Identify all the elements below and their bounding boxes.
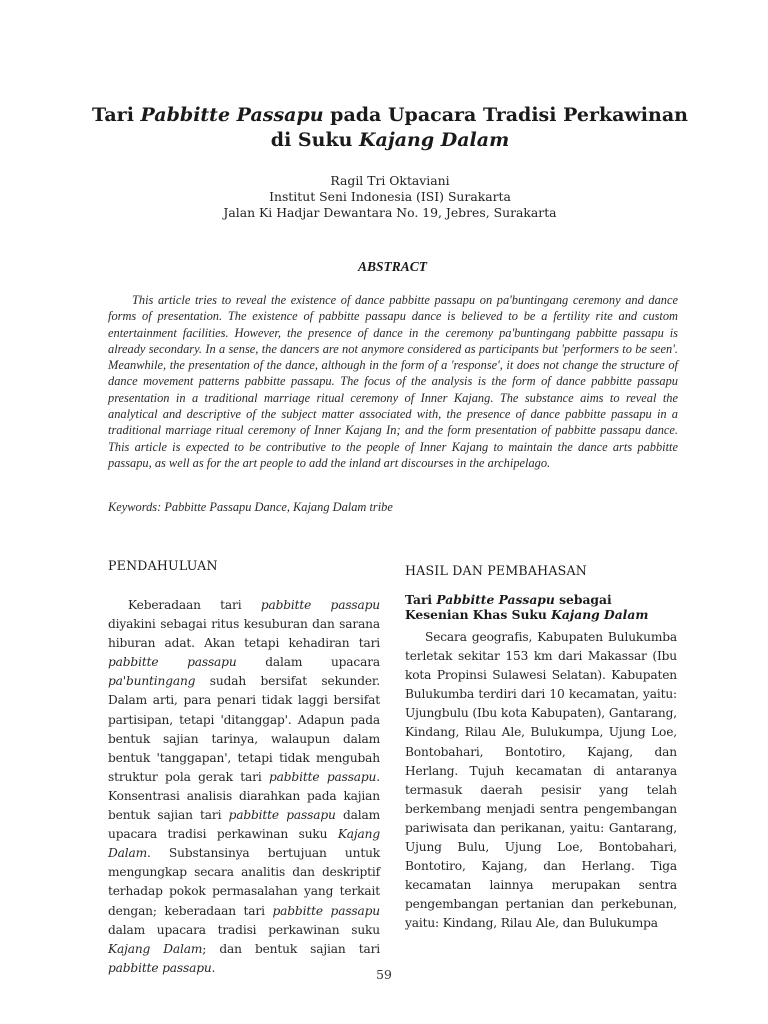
italic-term: Kajang Dalam [108,941,203,956]
author-block [90,173,690,221]
italic-term: pabbitte passapu [108,960,212,975]
italic-term: pabbitte passapu [269,769,377,784]
text-run: dalam upacara tradisi perkawinan suku [108,808,381,842]
text-run: sudah bersifat sekunder. Dalam arti, para penari tidak laggi bersifat partisipan, tetapi 'ditanggap'. Adapun pada bentuk sajian tarinya, walaupun dalam bentuk 'tanggapan', tetapi tidak mengubah struktur pola gerak tari [108,674,380,784]
keywords: Keywords: Pabbitte Passapu Dance, Kajang Dalam tribe [108,500,393,514]
italic-term: pabbitte passapu [272,903,381,918]
text-run: diyakini sebagai ritus kesuburan dan sarana hiburan adat. Akan tetapi kehadiran tari [108,617,380,651]
subsection-heading: Tari Pabbitte Passapu sebagai Kesenian Khas Suku Kajang Dalam [405,592,649,622]
text-run: ; dan bentuk sajian tari [202,941,380,956]
text-run: Keberadaan tari [128,598,261,612]
paper-title [90,103,690,153]
abstract-heading: ABSTRACT [357,259,428,274]
author-name: Ragil Tri Oktaviani [330,173,450,188]
title-line-2: di Suku Kajang Dalam [270,129,510,151]
text-run: . [211,960,216,975]
author-address: Jalan Ki Hadjar Dewantara No. 19, Jebres, Surakarta [223,205,557,220]
section-heading-hasil: HASIL DAN PEMBAHASAN [405,563,587,578]
text-run: dalam upacara [236,655,380,670]
text-run: . Substansinya bertujuan untuk mengungkap secara analitis dan deskriptif terhadap pokok permasalahan yang terkait dengan; keberadaan tari [108,846,380,918]
text-run: . Konsentrasi analisis diarahkan pada kajian bentuk sajian tari [108,769,380,823]
page-number: 59 [376,967,392,982]
italic-term: pa'buntingang [108,674,196,689]
italic-term: pabbitte passapu [260,598,381,612]
italic-term: Kajang Dalam [108,827,380,861]
hasil-paragraph: Secara geografis, Kabupaten Bulukumba terletak sekitar 153 km dari Makassar (Ibu kota Propinsi Sulawesi Selatan). Kabupaten Bulukumba terdiri dari 10 kecamatan, yaitu: Ujungbulu (Ibu kota Kabupaten), Gantarang, Kindang, Rilau Ale, Bulukumpa, Ujung Loe, Bontobahari, Bontotiro, Kajang, dan Herlang. Tujuh kecamatan di antaranya termasuk daerah pesisir yang telah berkembang menjadi sentra pengembangan pariwisata dan perikanan, yaitu: Gantarang, Ujung Bulu, Ujung Loe, Bontobahari, Bontotiro, Kajang, dan Herlang. Tiga kecamatan lainnya merupakan sentra pengembangan pertanian dan perkebunan, yaitu: Kindang, Rilau Ale, dan Bulukumpa [405,630,677,931]
title-line-1: Tari Pabbitte Passapu pada Upacara Tradisi Perkawinan [92,104,688,126]
italic-term: pabbitte passapu [108,655,237,670]
author-institution: Institut Seni Indonesia (ISI) Surakarta [269,189,511,204]
abstract-body: This article tries to reveal the existence of dance pabbitte passapu on pa'buntingang ceremony and dance forms of presentation. The existence of pabbitte passapu dance is believed to be a fertility rite and custom entertainment facilities. However, the presence of dance in the ceremony pa'buntingang pabbitte passapu is already secondary. In a sense, the dancers are not anymore considered as participants but 'performers to be seen'. Meanwhile, the presentation of the dance, although in the form of a 'response', it does not change the structure of dance movement patterns pabbitte passapu. The focus of the analysis is the form of dance pabbitte passapu presentation in a traditional marriage ritual ceremony of Inner Kajang. The substance aims to reveal the analytical and descriptive of the subject matter associated with, the presence of dance pabbitte passapu in a traditional marriage ritual ceremony of Inner Kajang In; and the form presentation of pabbitte passapu dance. This article is expected to be contributive to the people of Inner Kajang to maintain the dance arts pabbitte passapu, as well as for the art people to add the inland art discourses in the archipelago. [108,293,678,470]
pendahuluan-paragraph [108,596,380,978]
section-heading-pendahuluan: PENDAHULUAN [108,558,218,573]
text-run: dalam upacara tradisi perkawinan suku [108,922,380,937]
italic-term: pabbitte passapu [228,808,336,823]
